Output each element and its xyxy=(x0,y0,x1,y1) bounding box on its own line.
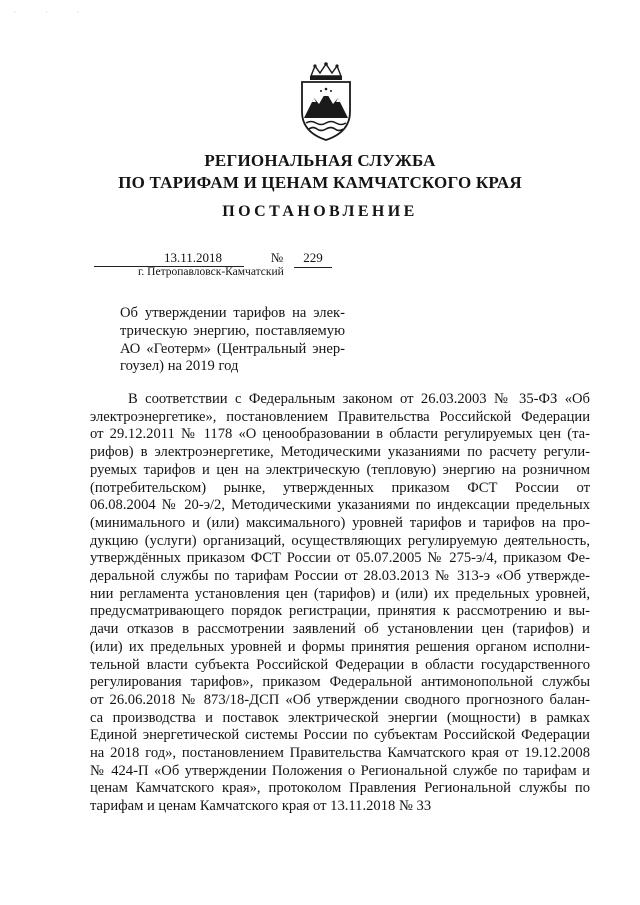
document-number: 229 xyxy=(294,250,332,268)
body-line: № 424-П «Об утверждении Положения о Региональной службе по тарифам и xyxy=(90,762,590,779)
organization-name-line1: РЕГИОНАЛЬНАЯ СЛУЖБА xyxy=(204,151,436,170)
body-line: утверждённых приказом ФСТ России от 05.07.2005 № 275-э/4, приказом Фе- xyxy=(90,550,590,567)
body-line: (минимального и (или) максимального) уровней тарифов и тарифов на про- xyxy=(90,514,590,531)
scan-specks: · · · xyxy=(14,10,93,16)
body-line: на 2018 год», постановлением Правительства Камчатского края от 19.12.2008 xyxy=(90,745,590,762)
subject-line: АО «Геотерм» (Центральный энер- xyxy=(120,340,345,357)
body-line: дачи отказов в рассмотрении заявлений об установлении цен (тарифов) и xyxy=(90,621,590,638)
subject-line: гоузел) на 2019 год xyxy=(120,358,239,375)
number-sign: № xyxy=(270,250,284,265)
body-line: Единой энергетической системы России по субъектам Российской Федерации xyxy=(90,727,590,744)
body-line: деральной службы по тарифам России от 28.03.2013 № 313-э «Об утвержде- xyxy=(90,568,590,585)
document-body xyxy=(90,391,590,816)
document-subject xyxy=(120,305,345,376)
subject-line: Об утверждении тарифов на элек- xyxy=(120,305,345,321)
kamchatka-coat-of-arms-icon xyxy=(297,62,355,142)
organization-name-line2: ПО ТАРИФАМ И ЦЕНАМ КАМЧАТСКОГО КРАЯ xyxy=(118,173,522,192)
body-line: тарифам и ценам Камчатского края от 13.11.2018 № 33 xyxy=(90,798,432,815)
body-line: рифов) в электроэнергетике, Методическими указаниями по расчету регули- xyxy=(90,444,590,461)
body-line: ценам Камчатского края», протоколом Правления Региональной службы по xyxy=(90,780,590,797)
document-date: 13.11.2018 xyxy=(94,250,244,267)
body-line: электроэнергетике», постановлением Правительства Российской Федерации xyxy=(90,408,590,425)
body-line: (или) их предельных уровней и формы принятия решения органом исполни- xyxy=(90,638,590,655)
body-line: руемых тарифов и цен на электрическую (тепловую) энергию на розничном xyxy=(90,461,590,478)
subject-line: трическую энергию, поставляемую xyxy=(120,322,345,339)
body-line: регулирования тарифов», приказом Федеральной антимонопольной службы xyxy=(90,674,590,691)
body-line: (потребительском) рынке, утвержденных приказом ФСТ России от xyxy=(90,479,590,496)
body-line: предусматривающего порядок регистрации, принятия к рассмотрению и вы- xyxy=(90,603,590,620)
body-line: са производства и поставок электрической энергии (мощности) в рамках xyxy=(90,709,590,726)
body-line: тельной власти субъекта Российской Федерации в области государственного xyxy=(90,656,590,673)
body-line: нии регламента установления цен (тарифов) и (или) их предельных уровней, xyxy=(90,585,590,602)
body-line: 06.08.2004 № 20-э/2, Методическими указаниями по индексации предельных xyxy=(90,497,590,514)
document-type-heading: ПОСТАНОВЛЕНИЕ xyxy=(222,203,418,220)
body-line: В соответствии с Федеральным законом от 26.03.2003 № 35-ФЗ «Об xyxy=(128,391,590,407)
body-line: от 29.12.2011 № 1178 «О ценообразовании в области регулируемых цен (та- xyxy=(90,426,590,443)
document-city: г. Петропавловск-Камчатский xyxy=(138,266,284,278)
body-line: дукцию (услуги) организаций, осуществляющих регулируемую деятельность, xyxy=(90,532,590,549)
body-line: от 26.06.2018 № 873/18-ДСП «Об утверждении сводного прогнозного балан- xyxy=(90,691,590,708)
